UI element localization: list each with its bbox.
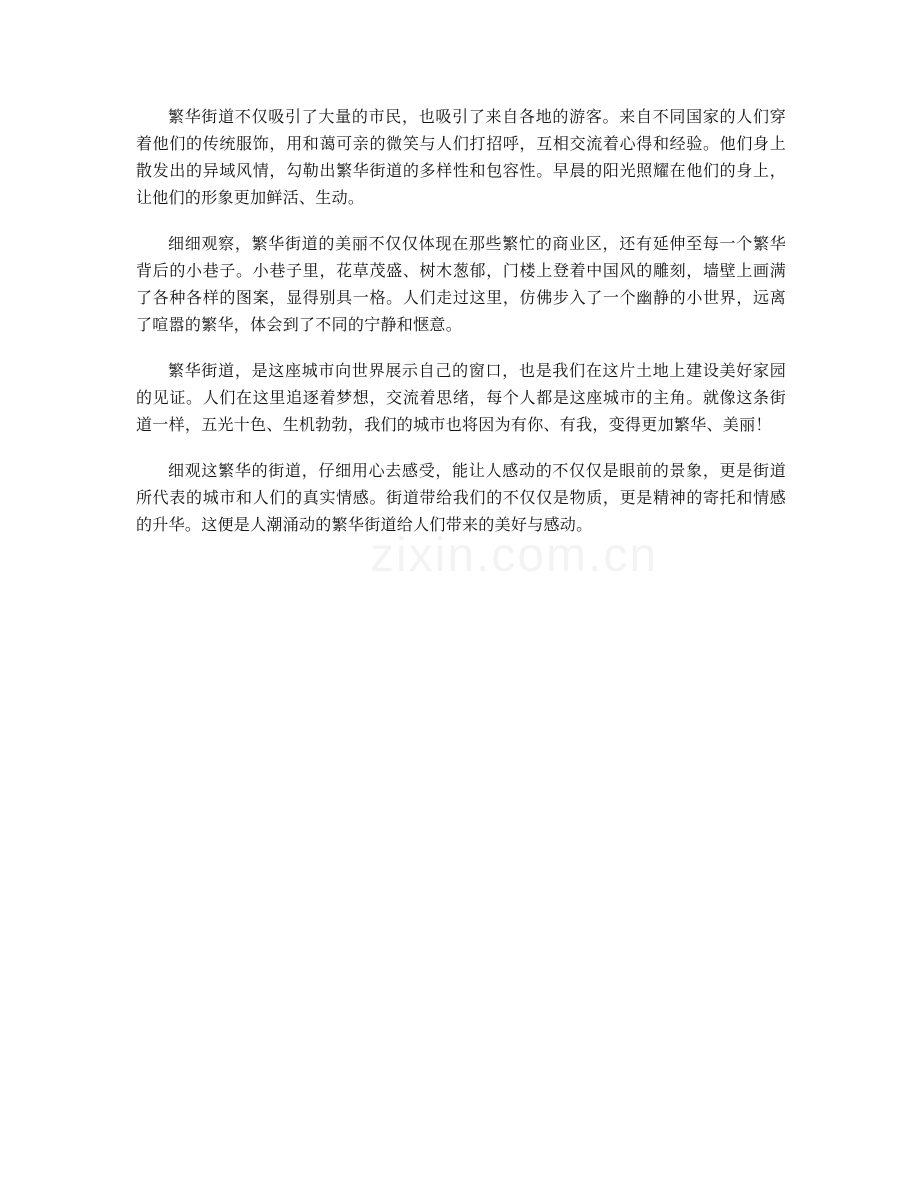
paragraph-3: 繁华街道，是这座城市向世界展示自己的窗口，也是我们在这片土地上建设美好家园的见证。人们在这里追逐着梦想，交流着思绪，每个人都是这座城市的主角。就像这条街道一样，五光十色、生机勃勃，我们的城市也将因为有你、有我，变得更加繁华、美丽！: [136, 361, 786, 434]
paragraph-1: 繁华街道不仅吸引了大量的市民，也吸引了来自各地的游客。来自不同国家的人们穿着他们的传统服饰，用和蔼可亲的微笑与人们打招呼，互相交流着心得和经验。他们身上散发出的异域风情，勾勒出繁华街道的多样性和包容性。早晨的阳光照耀在他们的身上，让他们的形象更加鲜活、生动。: [136, 107, 786, 207]
paragraph-2: 细细观察，繁华街道的美丽不仅仅体现在那些繁忙的商业区，还有延伸至每一个繁华背后的小巷子。小巷子里，花草茂盛、树木葱郁，门楼上登着中国风的雕刻，墙壁上画满了各种各样的图案，显得别具一格。人们走过这里，仿佛步入了一个幽静的小世界，远离了喧嚣的繁华，体会到了不同的宁静和惬意。: [136, 234, 786, 334]
document-body: [136, 103, 786, 557]
paragraph-4: 细观这繁华的街道，仔细用心去感受，能让人感动的不仅仅是眼前的景象，更是街道所代表的城市和人们的真实情感。街道带给我们的不仅仅是物质，更是精神的寄托和情感的升华。这便是人潮涌动的繁华街道给人们带来的美好与感动。: [136, 461, 786, 534]
